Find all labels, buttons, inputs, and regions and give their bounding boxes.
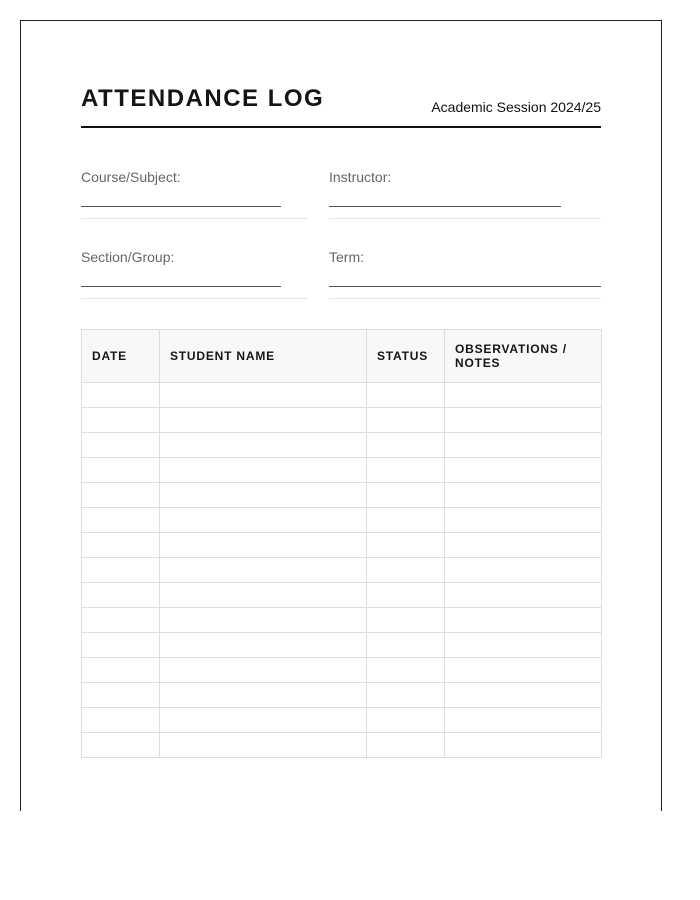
table-row xyxy=(82,733,602,758)
notes-cell[interactable] xyxy=(445,383,602,408)
notes-cell[interactable] xyxy=(445,458,602,483)
student-name-cell[interactable] xyxy=(160,558,367,583)
status-cell[interactable] xyxy=(367,683,445,708)
notes-cell[interactable] xyxy=(445,583,602,608)
notes-cell[interactable] xyxy=(445,508,602,533)
date-cell[interactable] xyxy=(82,583,160,608)
table-row xyxy=(82,533,602,558)
student-name-cell[interactable] xyxy=(160,733,367,758)
date-cell[interactable] xyxy=(82,683,160,708)
student-name-cell[interactable] xyxy=(160,608,367,633)
notes-cell[interactable] xyxy=(445,608,602,633)
notes-cell[interactable] xyxy=(445,633,602,658)
academic-session: Academic Session 2024/25 xyxy=(431,99,601,115)
status-cell[interactable] xyxy=(367,633,445,658)
notes-cell[interactable] xyxy=(445,558,602,583)
date-cell[interactable] xyxy=(82,508,160,533)
column-notes: OBSERVATIONS / NOTES xyxy=(445,330,602,383)
column-status: STATUS xyxy=(367,330,445,383)
notes-cell[interactable] xyxy=(445,733,602,758)
student-name-cell[interactable] xyxy=(160,458,367,483)
date-cell[interactable] xyxy=(82,558,160,583)
section-field[interactable] xyxy=(81,286,281,287)
attendance-table xyxy=(81,329,602,758)
student-name-cell[interactable] xyxy=(160,408,367,433)
date-cell[interactable] xyxy=(82,408,160,433)
notes-cell[interactable] xyxy=(445,483,602,508)
table-row xyxy=(82,408,602,433)
table-header-row xyxy=(82,330,602,383)
table-row xyxy=(82,683,602,708)
date-cell[interactable] xyxy=(82,533,160,558)
term-field[interactable] xyxy=(329,286,601,287)
status-cell[interactable] xyxy=(367,658,445,683)
table-row xyxy=(82,383,602,408)
table-row xyxy=(82,583,602,608)
date-cell[interactable] xyxy=(82,433,160,458)
course-field[interactable] xyxy=(81,206,281,207)
date-cell[interactable] xyxy=(82,383,160,408)
date-cell[interactable] xyxy=(82,458,160,483)
status-cell[interactable] xyxy=(367,533,445,558)
student-name-cell[interactable] xyxy=(160,683,367,708)
date-cell[interactable] xyxy=(82,608,160,633)
student-name-cell[interactable] xyxy=(160,583,367,608)
date-cell[interactable] xyxy=(82,708,160,733)
notes-cell[interactable] xyxy=(445,433,602,458)
table-row xyxy=(82,658,602,683)
status-cell[interactable] xyxy=(367,458,445,483)
status-cell[interactable] xyxy=(367,708,445,733)
divider xyxy=(329,298,601,299)
notes-cell[interactable] xyxy=(445,408,602,433)
instructor-field[interactable] xyxy=(329,206,561,207)
status-cell[interactable] xyxy=(367,508,445,533)
status-cell[interactable] xyxy=(367,483,445,508)
column-student-name: STUDENT NAME xyxy=(160,330,367,383)
notes-cell[interactable] xyxy=(445,533,602,558)
page-title: ATTENDANCE LOG xyxy=(81,85,325,112)
divider xyxy=(81,298,308,299)
term-label: Term: xyxy=(329,249,364,265)
date-cell[interactable] xyxy=(82,658,160,683)
table-row xyxy=(82,708,602,733)
date-cell[interactable] xyxy=(82,733,160,758)
student-name-cell[interactable] xyxy=(160,633,367,658)
status-cell[interactable] xyxy=(367,383,445,408)
student-name-cell[interactable] xyxy=(160,383,367,408)
table-row xyxy=(82,458,602,483)
table-row xyxy=(82,483,602,508)
divider xyxy=(329,218,601,219)
status-cell[interactable] xyxy=(367,558,445,583)
section-label: Section/Group: xyxy=(81,249,175,265)
date-cell[interactable] xyxy=(82,483,160,508)
column-date: DATE xyxy=(82,330,160,383)
notes-cell[interactable] xyxy=(445,683,602,708)
table-row xyxy=(82,608,602,633)
date-cell[interactable] xyxy=(82,633,160,658)
student-name-cell[interactable] xyxy=(160,708,367,733)
student-name-cell[interactable] xyxy=(160,533,367,558)
notes-cell[interactable] xyxy=(445,658,602,683)
table-row xyxy=(82,433,602,458)
instructor-label: Instructor: xyxy=(329,169,392,185)
divider xyxy=(81,218,308,219)
header-divider xyxy=(81,126,601,128)
student-name-cell[interactable] xyxy=(160,433,367,458)
status-cell[interactable] xyxy=(367,583,445,608)
status-cell[interactable] xyxy=(367,608,445,633)
status-cell[interactable] xyxy=(367,433,445,458)
table-row xyxy=(82,508,602,533)
student-name-cell[interactable] xyxy=(160,658,367,683)
course-label: Course/Subject: xyxy=(81,169,181,185)
table-row xyxy=(82,633,602,658)
status-cell[interactable] xyxy=(367,408,445,433)
status-cell[interactable] xyxy=(367,733,445,758)
notes-cell[interactable] xyxy=(445,708,602,733)
student-name-cell[interactable] xyxy=(160,483,367,508)
table-row xyxy=(82,558,602,583)
student-name-cell[interactable] xyxy=(160,508,367,533)
